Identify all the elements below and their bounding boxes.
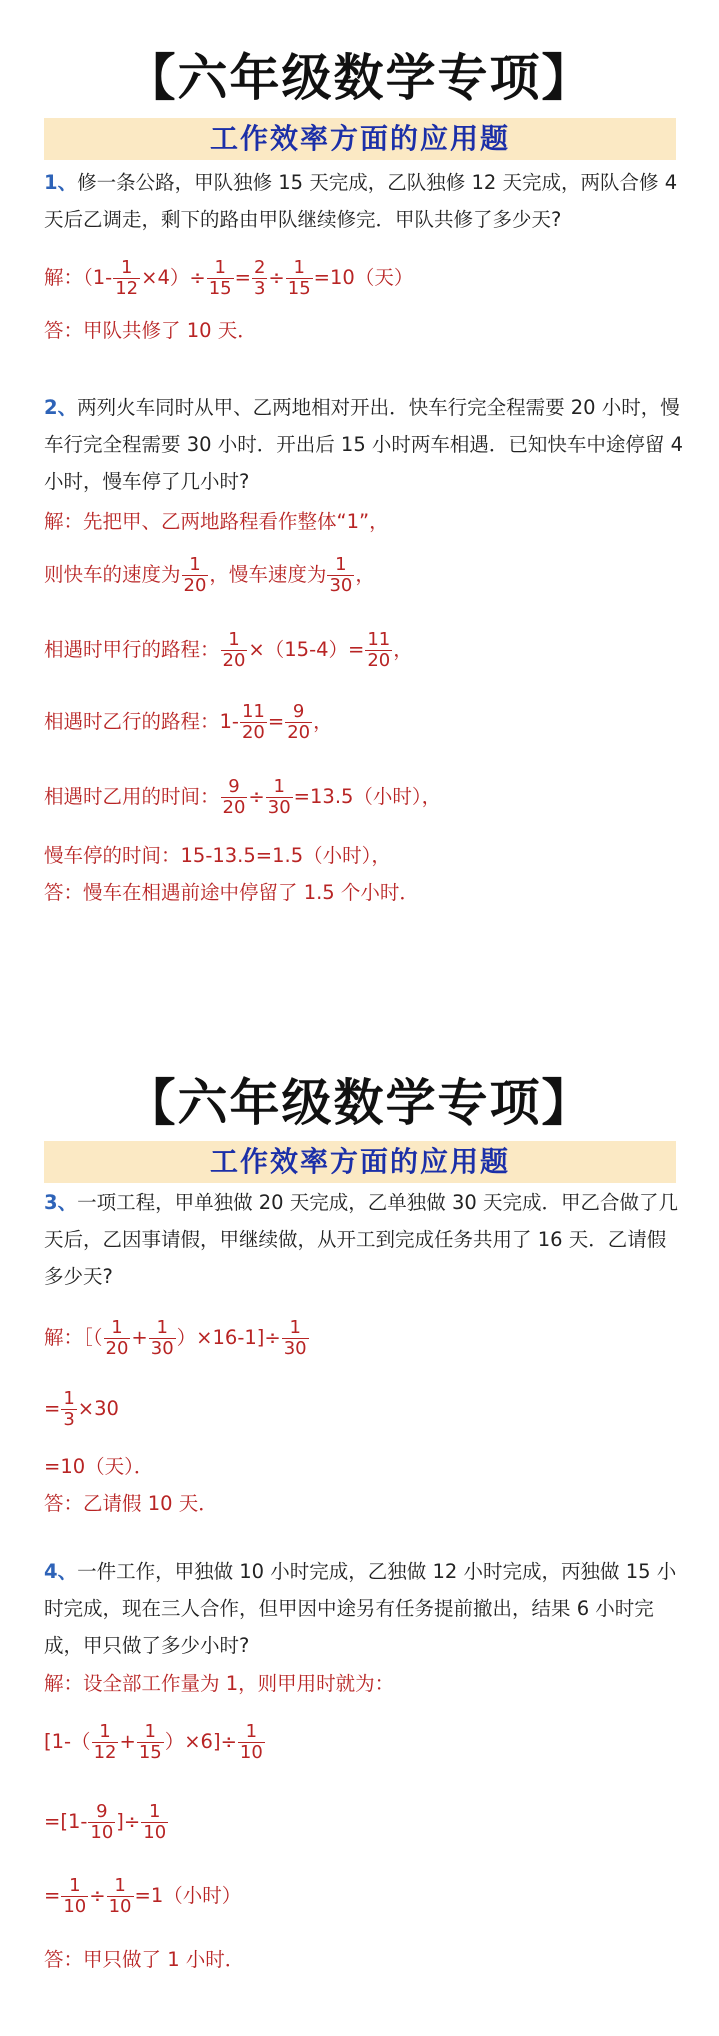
q3-answer: 答：乙请假 10 天． xyxy=(44,1492,218,1515)
expr-text: = xyxy=(44,1397,61,1420)
q2-line-5 xyxy=(44,777,441,818)
denominator: 10 xyxy=(90,1822,114,1843)
fraction xyxy=(137,1722,164,1763)
numerator: 9 xyxy=(88,1802,115,1823)
numerator: 1 xyxy=(92,1722,119,1743)
subtitle-2: 工作效率方面的应用题 xyxy=(209,1145,510,1178)
denominator: 30 xyxy=(283,1338,307,1359)
fraction xyxy=(221,630,248,671)
numerator: 1 xyxy=(113,258,140,279)
numerator: 1 xyxy=(266,777,293,798)
question-text: 一项工程，甲单独做 20 天完成，乙单独做 30 天完成．甲乙合做了几天后，乙因事请假，甲继续做，从开工到完成任务共用了 16 天．乙请假多少天? xyxy=(44,1191,678,1288)
denominator: 3 xyxy=(253,278,266,299)
numerator: 2 xyxy=(253,257,266,278)
fraction xyxy=(365,630,392,671)
numerator: 9 xyxy=(285,702,312,723)
expr-text: ，慢车速度为 xyxy=(209,563,327,586)
numerator: 11 xyxy=(241,701,265,722)
q4-answer: 答：甲只做了 1 小时． xyxy=(44,1948,245,1971)
numerator: 1 xyxy=(137,1722,164,1743)
subtitle-bar-1 xyxy=(44,118,676,160)
page-title-1: 【六年级数学专项】 xyxy=(125,48,594,107)
q4-line-3 xyxy=(44,1802,169,1843)
question-1 xyxy=(44,164,684,238)
expr-text: ×4）÷ xyxy=(141,266,206,289)
denominator: 30 xyxy=(329,575,353,596)
denominator: 3 xyxy=(63,1409,75,1430)
expr-text: ÷ xyxy=(89,1884,106,1907)
denominator: 10 xyxy=(143,1822,167,1843)
numerator: 1 xyxy=(207,258,234,279)
question-2 xyxy=(44,389,684,500)
denominator: 20 xyxy=(241,722,265,743)
q2-line-3 xyxy=(44,630,413,671)
expr-text: = xyxy=(234,266,251,289)
fraction xyxy=(88,1802,115,1843)
denominator: 12 xyxy=(93,1742,117,1763)
denominator: 30 xyxy=(267,797,291,818)
numerator: 1 xyxy=(221,630,248,651)
expr-text: ， xyxy=(393,638,413,661)
expr-text: ×30 xyxy=(77,1397,119,1420)
denominator: 20 xyxy=(222,797,246,818)
denominator: 10 xyxy=(108,1896,132,1917)
fraction xyxy=(141,1802,168,1843)
fraction xyxy=(238,1722,265,1763)
numerator: 1 xyxy=(149,1318,176,1339)
denominator: 30 xyxy=(150,1338,174,1359)
q4-line-2 xyxy=(44,1722,266,1763)
expr-text: （1- xyxy=(83,266,113,289)
expr-text: =[1- xyxy=(44,1810,88,1833)
q3-line-2 xyxy=(44,1389,119,1430)
fraction xyxy=(207,258,234,299)
q3-line-1 xyxy=(44,1318,310,1359)
fraction xyxy=(240,702,267,743)
fraction xyxy=(113,258,140,299)
expr-text: = xyxy=(44,1884,61,1907)
subtitle-1: 工作效率方面的应用题 xyxy=(209,122,510,155)
fraction xyxy=(286,258,313,299)
q2-answer: 答：慢车在相遇前途中停留了 1.5 个小时． xyxy=(44,881,419,904)
fraction xyxy=(61,1876,88,1917)
fraction xyxy=(104,1318,131,1359)
question-text: 两列火车同时从甲、乙两地相对开出．快车行完全程需要 20 小时，慢车行完全程需要 30 小时．开出后 15 小时两车相遇．已知快车中途停留 4 小时，慢车停了几小时? xyxy=(44,396,684,493)
expr-text: =10（天） xyxy=(313,266,414,289)
expr-text: + xyxy=(131,1326,148,1349)
question-text: 修一条公路，甲队独修 15 天完成，乙队独修 12 天完成，两队合修 4 天后乙调走，剩下的路由甲队继续修完．甲队共修了多少天? xyxy=(44,171,678,231)
numerator: 11 xyxy=(367,629,391,650)
q2-line-1: 解：先把甲、乙两地路程看作整体“1”， xyxy=(44,510,389,533)
expr-text: ÷ xyxy=(268,266,285,289)
page-title-2: 【六年级数学专项】 xyxy=(125,1073,594,1132)
denominator: 10 xyxy=(239,1742,263,1763)
q3-line-3: =10（天）． xyxy=(44,1455,154,1478)
numerator: 1 xyxy=(282,1318,309,1339)
numerator: 1 xyxy=(141,1802,168,1823)
q2-line-6: 慢车停的时间：15-13.5=1.5（小时）， xyxy=(44,844,391,867)
fraction xyxy=(182,555,209,596)
denominator: 20 xyxy=(183,575,207,596)
q4-line-4 xyxy=(44,1876,241,1917)
question-3 xyxy=(44,1184,684,1295)
denominator: 15 xyxy=(208,278,232,299)
fraction xyxy=(327,555,354,596)
denominator: 20 xyxy=(222,650,246,671)
q1-solution xyxy=(44,258,413,299)
denominator: 20 xyxy=(105,1338,129,1359)
numerator: 1 xyxy=(61,1876,88,1897)
expr-text: =13.5（小时）， xyxy=(293,785,442,808)
expr-text: = xyxy=(267,710,285,733)
fraction xyxy=(252,258,267,299)
expr-text: 相遇时乙行的路程：1- xyxy=(44,710,239,733)
numerator: 1 xyxy=(286,258,313,279)
numerator: 1 xyxy=(63,1388,75,1409)
fraction xyxy=(107,1876,134,1917)
question-4 xyxy=(44,1553,684,1664)
numerator: 9 xyxy=(221,777,248,798)
denominator: 15 xyxy=(287,278,311,299)
question-text: 一件工作，甲独做 10 小时完成，乙独做 12 小时完成，丙独做 15 小时完成，现在三人合作，但甲因中途另有任务提前撤出，结果 6 小时完成，甲只做了多少小时? xyxy=(44,1560,677,1657)
fraction xyxy=(285,702,312,743)
fraction xyxy=(221,777,248,818)
denominator: 20 xyxy=(367,650,391,671)
fraction xyxy=(92,1722,119,1763)
numerator: 1 xyxy=(327,555,354,576)
fraction xyxy=(266,777,293,818)
denominator: 15 xyxy=(138,1742,162,1763)
numerator: 1 xyxy=(238,1722,265,1743)
expr-text: 相遇时乙用的时间： xyxy=(44,785,220,808)
expr-text: [1-（ xyxy=(44,1730,91,1753)
denominator: 10 xyxy=(63,1896,87,1917)
question-number: 1、 xyxy=(44,171,78,194)
denominator: 12 xyxy=(115,278,139,299)
denominator: 20 xyxy=(287,722,311,743)
expr-text: ÷ xyxy=(248,785,265,808)
q4-line-1: 解：设全部工作量为 1，则甲用时就为： xyxy=(44,1672,395,1695)
question-number: 3、 xyxy=(44,1191,78,1214)
expr-text: 相遇时甲行的路程： xyxy=(44,638,220,661)
expr-text: + xyxy=(119,1730,136,1753)
subtitle-bar-2 xyxy=(44,1141,676,1183)
fraction xyxy=(61,1389,76,1430)
expr-text: 解：［（ xyxy=(44,1326,103,1349)
question-number: 2、 xyxy=(44,396,78,419)
q1-answer: 答：甲队共修了 10 天． xyxy=(44,319,257,342)
expr-text: ）×16-1]÷ xyxy=(176,1326,281,1349)
expr-text: 则快车的速度为 xyxy=(44,563,181,586)
numerator: 1 xyxy=(107,1876,134,1897)
question-number: 4、 xyxy=(44,1560,78,1583)
q2-line-4 xyxy=(44,702,333,743)
numerator: 1 xyxy=(182,555,209,576)
q2-line-2 xyxy=(44,555,375,596)
fraction xyxy=(149,1318,176,1359)
expr-text: ， xyxy=(355,563,375,586)
expr-text: ）×6]÷ xyxy=(164,1730,237,1753)
solution-prefix: 解： xyxy=(44,266,84,289)
expr-text: ]÷ xyxy=(116,1810,141,1833)
fraction xyxy=(282,1318,309,1359)
expr-text: ， xyxy=(313,710,333,733)
expr-text: ×（15-4）= xyxy=(248,638,365,661)
expr-text: =1（小时） xyxy=(134,1884,242,1907)
numerator: 1 xyxy=(104,1318,131,1339)
